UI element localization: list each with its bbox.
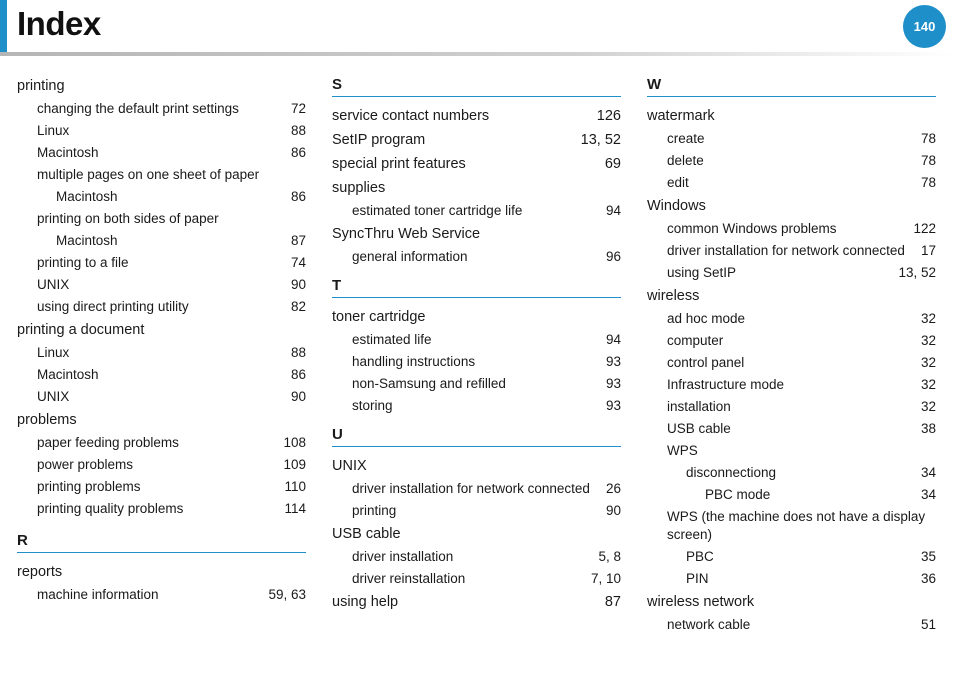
index-term: WPS (the machine does not have a display screen) [667,509,926,542]
index-page-ref[interactable]: 108 [283,435,306,450]
index-page-ref[interactable]: 86 [290,145,306,160]
index-subentry [17,498,306,520]
index-subentry [332,568,621,590]
index-page-ref[interactable]: 69 [604,156,621,172]
index-term: UNIX [332,458,367,474]
index-page-ref[interactable]: 13, 52 [898,265,936,280]
index-page-ref[interactable]: 122 [913,221,936,236]
index-term: wireless network [647,594,755,610]
index-term: common Windows problems [667,221,837,236]
index-term: handling instructions [352,354,476,369]
index-term: create [667,131,705,146]
index-term: computer [667,333,724,348]
index-letter-heading: W [647,74,936,97]
index-entry [17,560,306,584]
index-column-1 [17,74,306,606]
index-term: non-Samsung and refilled [352,376,506,391]
index-page-ref[interactable]: 26 [605,481,621,496]
index-subentry [647,614,936,636]
index-term: printing to a file [37,255,129,270]
index-term: Infrastructure mode [667,377,785,392]
index-subentry [332,246,621,268]
index-page-ref[interactable]: 109 [283,457,306,472]
index-term: reports [17,564,63,580]
index-entry [332,305,621,329]
index-subentry [17,296,306,318]
index-page-ref[interactable]: 94 [605,332,621,347]
index-entry [332,104,621,128]
index-term: network cable [667,617,751,632]
index-term: changing the default print settings [37,101,239,116]
index-page-ref[interactable]: 87 [604,594,621,610]
index-subentry [17,186,306,208]
index-subentry [647,240,936,262]
index-page-ref[interactable]: 32 [920,355,936,370]
index-subentry [332,200,621,222]
index-page-ref[interactable]: 78 [920,153,936,168]
page-number-badge: 140 [903,5,946,48]
index-entry [647,194,936,218]
index-page-ref[interactable]: 32 [920,377,936,392]
index-entry [332,152,621,176]
index-subentry [647,172,936,194]
index-term: USB cable [667,421,731,436]
index-page-ref[interactable]: 51 [920,617,936,632]
index-term: Linux [37,123,70,138]
index-page-ref[interactable]: 90 [290,277,306,292]
index-subentry [647,218,936,240]
index-page-ref[interactable]: 93 [605,398,621,413]
index-subentry [17,252,306,274]
index-subentry [647,128,936,150]
index-term: SyncThru Web Service [332,226,481,242]
index-page-ref[interactable]: 86 [290,189,306,204]
index-term: general information [352,249,468,264]
index-subentry [647,568,936,590]
index-page-ref[interactable]: 78 [920,131,936,146]
index-subentry [17,98,306,120]
index-subentry [17,432,306,454]
index-term: printing [17,78,65,94]
index-term: Macintosh [37,145,99,160]
index-letter-heading: S [332,74,621,97]
index-entry [332,128,621,152]
index-subentry [332,395,621,417]
index-subentry [647,308,936,330]
index-term: printing a document [17,322,145,338]
index-subentry [647,462,936,484]
index-subentry [17,230,306,252]
index-subentry [17,120,306,142]
index-term: disconnectiong [686,465,777,480]
index-subentry [17,386,306,408]
index-subentry [647,508,936,544]
index-page-ref[interactable]: 86 [290,367,306,382]
index-subentry [647,150,936,172]
index-term: problems [17,412,77,428]
header-divider [0,52,954,56]
index-term: special print features [332,156,466,172]
index-subentry [647,484,936,506]
index-term: Windows [647,198,706,214]
index-subentry [647,352,936,374]
index-term: PBC [686,549,714,564]
index-subentry [17,454,306,476]
index-term: ad hoc mode [667,311,746,326]
index-page-ref[interactable]: 74 [290,255,306,270]
index-page-ref[interactable]: 90 [605,503,621,518]
index-term: PBC mode [705,487,771,502]
index-term: driver installation for network connected [352,481,590,496]
index-page-ref[interactable]: 7, 10 [590,571,621,586]
index-page-ref[interactable]: 34 [920,487,936,502]
index-subentry [17,208,306,230]
index-subentry [17,342,306,364]
index-page-ref[interactable]: 93 [605,376,621,391]
index-page-ref[interactable]: 110 [284,479,306,494]
index-term: watermark [647,108,715,124]
index-term: edit [667,175,689,190]
index-page-ref[interactable]: 35 [920,549,936,564]
index-term: Macintosh [37,367,99,382]
index-page-ref[interactable]: 96 [605,249,621,264]
index-subentry [332,478,621,500]
index-term: driver installation [352,549,454,564]
header-accent-bar [0,0,7,52]
index-term: machine information [37,587,159,602]
index-page-ref[interactable]: 82 [290,299,306,314]
index-subentry [17,142,306,164]
index-page-ref[interactable]: 114 [284,501,306,516]
index-term: printing problems [37,479,141,494]
index-page-ref[interactable]: 78 [920,175,936,190]
index-subentry [17,274,306,296]
index-page-ref[interactable]: 126 [596,108,621,124]
index-subentry [647,418,936,440]
index-entry [332,590,621,614]
index-page-ref[interactable]: 59, 63 [268,587,306,602]
index-page-ref[interactable]: 93 [605,354,621,369]
index-subentry [332,373,621,395]
index-term: service contact numbers [332,108,490,124]
index-page-ref[interactable]: 32 [920,333,936,348]
index-page-ref[interactable]: 94 [605,203,621,218]
index-entry [647,284,936,308]
index-subentry [17,164,306,186]
index-term: USB cable [332,526,401,542]
index-entry [332,222,621,246]
index-subentry [647,330,936,352]
page-title: Index [17,5,101,42]
index-entry [647,590,936,614]
index-letter-heading: T [332,275,621,298]
index-page-ref[interactable]: 32 [920,311,936,326]
index-term: using direct printing utility [37,299,189,314]
index-term: Linux [37,345,70,360]
index-page-ref[interactable]: 90 [290,389,306,404]
index-term: printing [352,503,397,518]
index-page-ref[interactable]: 13, 52 [580,132,621,148]
index-term: SetIP program [332,132,426,148]
index-page-ref[interactable]: 38 [920,421,936,436]
index-term: Macintosh [56,189,118,204]
index-subentry [332,500,621,522]
index-term: printing quality problems [37,501,184,516]
index-term: UNIX [37,277,70,292]
index-subentry [332,546,621,568]
index-page-ref[interactable]: 5, 8 [598,549,621,564]
index-term: estimated toner cartridge life [352,203,523,218]
index-entry [17,408,306,432]
index-term: UNIX [37,389,70,404]
index-term: WPS [667,443,698,458]
index-term: delete [667,153,704,168]
index-term: power problems [37,457,134,472]
index-term: installation [667,399,731,414]
index-term: PIN [686,571,709,586]
index-term: using SetIP [667,265,737,280]
index-entry [647,104,936,128]
index-term: driver installation for network connected [667,243,905,258]
index-page-ref[interactable]: 88 [290,123,306,138]
index-subentry [647,440,936,462]
index-subentry [17,364,306,386]
index-page-ref[interactable]: 72 [290,101,306,116]
index-subentry [647,546,936,568]
index-entry [332,522,621,546]
index-term: Macintosh [56,233,118,248]
index-term: estimated life [352,332,432,347]
index-page-ref[interactable]: 88 [290,345,306,360]
index-subentry [647,374,936,396]
index-subentry [332,351,621,373]
index-subentry [647,396,936,418]
index-letter-heading: R [17,530,306,553]
index-term: storing [352,398,393,413]
index-term: control panel [667,355,745,370]
index-subentry [332,329,621,351]
index-page-ref[interactable]: 32 [920,399,936,414]
index-subentry [17,476,306,498]
index-entry [17,318,306,342]
index-entry [332,454,621,478]
index-entry [17,74,306,98]
index-page-ref[interactable]: 36 [920,571,936,586]
index-subentry [17,584,306,606]
index-term: toner cartridge [332,309,426,325]
index-term: wireless [647,288,700,304]
index-entry [332,176,621,200]
index-column-3 [647,74,936,636]
index-page-ref[interactable]: 17 [920,243,936,258]
index-page-ref[interactable]: 34 [920,465,936,480]
index-subentry [647,262,936,284]
index-page-ref[interactable]: 87 [290,233,306,248]
index-letter-heading: U [332,424,621,447]
index-term: using help [332,594,399,610]
index-term: supplies [332,180,386,196]
index-term: multiple pages on one sheet of paper [37,167,260,182]
index-term: paper feeding problems [37,435,179,450]
index-column-2 [332,74,621,614]
index-term: printing on both sides of paper [37,211,219,226]
index-term: driver reinstallation [352,571,466,586]
